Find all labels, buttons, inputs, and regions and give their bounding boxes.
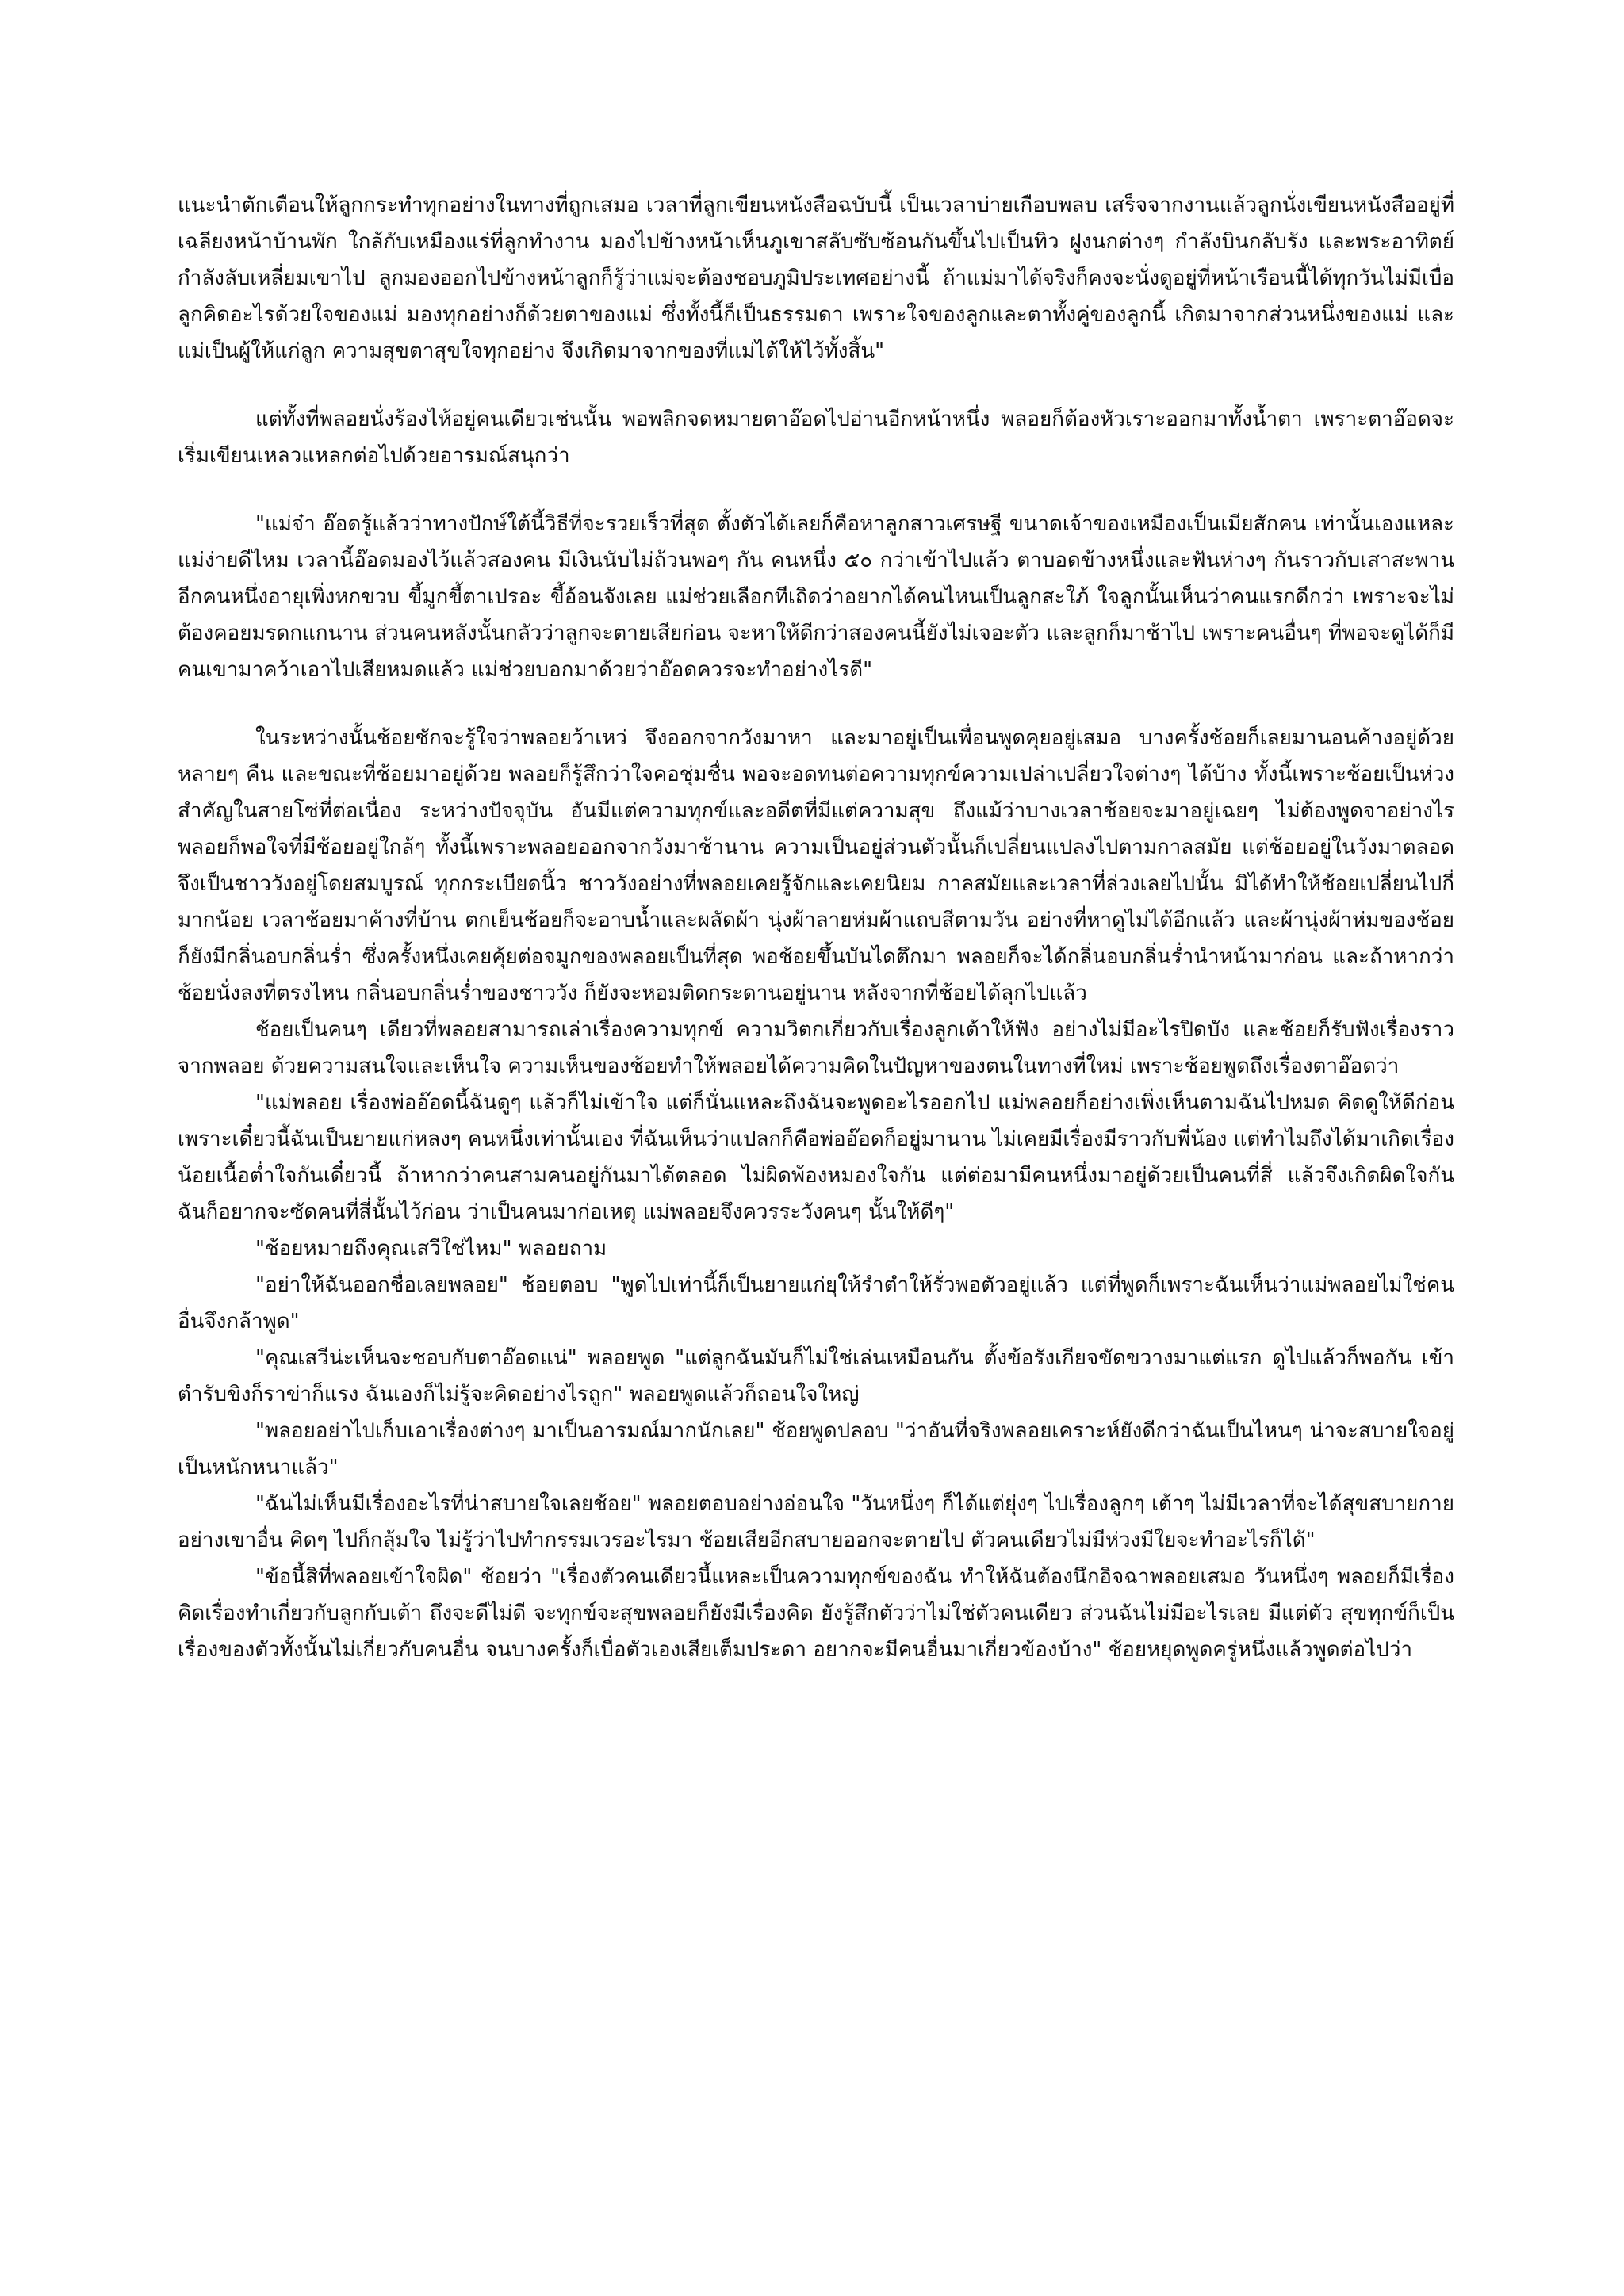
- paragraph: "ช้อยหมายถึงคุณเสวีใช่ไหม" พลอยถาม: [255, 1237, 607, 1261]
- paragraph: ในระหว่างนั้นช้อยชักจะรู้ใจว่าพลอยว้าเหว่ จึงออกจากวังมาหา และมาอยู่เป็นเพื่อนพูดคุยอยู่เสมอ บางครั้งช้อยก็เลยมานอนค้างอยู่ด้วยหลายๆ คืน และขณะที่ช้อยมาอยู่ด้วย พลอยก็รู้สึกว่าใจคอชุ่มชื่น พอจะอดทนต่อความทุกข์ความเปล่าเปลี่ยวใจต่างๆ ได้บ้าง ทั้งนี้เพราะช้อยเป็นห่วงสำคัญในสายโซ่ที่ต่อเนื่อง ระหว่างปัจจุบัน อันมีแต่ความทุกข์และอดีตที่มีแต่ความสุข ถึงแม้ว่าบางเวลาช้อยจะมาอยู่เฉยๆ ไม่ต้องพูดจาอย่างไร พลอยก็พอใจที่มีช้อยอยู่ใกล้ๆ ทั้งนี้เพราะพลอยออกจากวังมาช้านาน ความเป็นอยู่ส่วนตัวนั้นก็เปลี่ยนแปลงไปตามกาลสมัย แต่ช้อยอยู่ในวังมาตลอด จึงเป็นชาววังอยู่โดยสมบูรณ์ ทุกกระเบียดนิ้ว ชาววังอย่างที่พลอยเคยรู้จักและเคยนิยม กาลสมัยและเวลาที่ล่วงเลยไปนั้น มิได้ทำให้ช้อยเปลี่ยนไปกี่มากน้อย เวลาช้อยมาค้างที่บ้าน ตกเย็นช้อยก็จะอาบน้ำและผลัดผ้า นุ่งผ้าลายห่มผ้าแถบสีตามวัน อย่างที่หาดูไม่ได้อีกแล้ว และผ้านุ่งผ้าห่มของช้อยก็ยังมีกลิ่นอบกลิ่นร่ำ ซึ่งครั้งหนึ่งเคยคุ้ยต่อจมูกของพลอยเป็นที่สุด พอช้อยขึ้นบันไดตึกมา พลอยก็จะได้กลิ่นอบกลิ่นร่ำนำหน้ามาก่อน และถ้าหากว่าช้อยนั่งลงที่ตรงไหน กลิ่นอบกลิ่นร่ำของชาววัง ก็ยังจะหอมติดกระดานอยู่นาน หลังจากที่ช้อยได้ลุกไปแล้ว: [178, 726, 1454, 1005]
- paragraph: แต่ทั้งที่พลอยนั่งร้องไห้อยู่คนเดียวเช่นนั้น พอพลิกจดหมายตาอ๊อดไปอ่านอีกหน้าหนึ่ง พลอยก็ต้องหัวเราะออกมาทั้งน้ำตา เพราะตาอ๊อดจะเริ่มเขียนเหลวแหลกต่อไปด้วยอารมณ์สนุกว่า: [178, 408, 1454, 468]
- paragraph: "ข้อนี้สิที่พลอยเข้าใจผิด" ช้อยว่า "เรื่องตัวคนเดียวนี้แหละเป็นความทุกข์ของฉัน ทำให้ฉันต้องนึกอิจฉาพลอยเสมอ วันหนึ่งๆ พลอยก็มีเรื่องคิดเรื่องทำเกี่ยวกับลูกกับเต้า ถึงจะดีไม่ดี จะทุกข์จะสุขพลอยก็ยังมีเรื่องคิด ยังรู้สึกตัวว่าไม่ใช่ตัวคนเดียว ส่วนฉันไม่มีอะไรเลย มีแต่ตัว สุขทุกข์ก็เป็นเรื่องของตัวทั้งนั้นไม่เกี่ยวกับคนอื่น จนบางครั้งก็เบื่อตัวเองเสียเต็มประดา อยากจะมีคนอื่นมาเกี่ยวข้องบ้าง" ช้อยหยุดพูดครู่หนึ่งแล้วพูดต่อไปว่า: [178, 1565, 1454, 1662]
- paragraph: "คุณเสวีน่ะเห็นจะชอบกับตาอ๊อดแน่" พลอยพูด "แต่ลูกฉันมันก็ไม่ใช่เล่นเหมือนกัน ตั้งข้อรังเกียจขัดขวางมาแต่แรก ดูไปแล้วก็พอกัน เข้าตำรับขิงก็ราข่าก็แรง ฉันเองก็ไม่รู้จะคิดอย่างไรถูก" พลอยพูดแล้วก็ถอนใจใหญ่: [178, 1346, 1454, 1406]
- paragraph: "พลอยอย่าไปเก็บเอาเรื่องต่างๆ มาเป็นอารมณ์มากนักเลย" ช้อยพูดปลอบ "ว่าอันที่จริงพลอยเคราะห์ยังดีกว่าฉันเป็นไหนๆ น่าจะสบายใจอยู่เป็นหนักหนาแล้ว": [178, 1419, 1454, 1479]
- paragraph: "แม่พลอย เรื่องพ่ออ๊อดนี้ฉันดูๆ แล้วก็ไม่เข้าใจ แต่ก็นั่นแหละถึงฉันจะพูดอะไรออกไป แม่พลอยก็อย่างเพิ่งเห็นตามฉันไปหมด คิดดูให้ดีก่อน เพราะเดี๋ยวนี้ฉันเป็นยายแก่หลงๆ คนหนึ่งเท่านั้นเอง ที่ฉันเห็นว่าแปลกก็คือพ่ออ๊อดก็อยู่มานาน ไม่เคยมีเรื่องมีราวกับพี่น้อง แต่ทำไมถึงได้มาเกิดเรื่องน้อยเนื้อต่ำใจกันเดี๋ยวนี้ ถ้าหากว่าคนสามคนอยู่กันมาได้ตลอด ไม่ผิดพ้องหมองใจกัน แต่ต่อมามีคนหนึ่งมาอยู่ด้วยเป็นคนที่สี่ แล้วจึงเกิดผิดใจกัน ฉันก็อยากจะซัดคนที่สี่นั้นไว้ก่อน ว่าเป็นคนมาก่อเหตุ แม่พลอยจึงควรระวังคนๆ นั้นให้ดีๆ": [178, 1091, 1454, 1224]
- paragraph: "อย่าให้ฉันออกชื่อเลยพลอย" ช้อยตอบ "พูดไปเท่านี้ก็เป็นยายแก่ยุให้รำตำให้รั่วพอตัวอยู่แล้ว แต่ที่พูดก็เพราะฉันเห็นว่าแม่พลอยไม่ใช่คนอื่นจึงกล้าพูด": [178, 1273, 1454, 1334]
- paragraph: "ฉันไม่เห็นมีเรื่องอะไรที่น่าสบายใจเลยช้อย" พลอยตอบอย่างอ่อนใจ "วันหนึ่งๆ ก็ได้แต่ยุ่งๆ ไปเรื่องลูกๆ เต้าๆ ไม่มีเวลาที่จะได้สุขสบายกายอย่างเขาอื่น คิดๆ ไปก็กลุ้มใจ ไม่รู้ว่าไปทำกรรมเวรอะไรมา ช้อยเสียอีกสบายออกจะตายไป ตัวคนเดียวไม่มีห่วงมีใยจะทำอะไรก็ได้": [178, 1492, 1454, 1552]
- paragraph: "แม่จ๋า อ๊อดรู้แล้วว่าทางปักษ์ใต้นี้วิธีที่จะรวยเร็วที่สุด ตั้งตัวได้เลยก็คือหาลูกสาวเศรษฐี ขนาดเจ้าของเหมืองเป็นเมียสักคน เท่านั้นเองแหละแม่ง่ายดีไหม เวลานี้อ๊อดมองไว้แล้วสองคน มีเงินนับไม่ถ้วนพอๆ กัน คนหนึ่ง ๕๐ กว่าเข้าไปแล้ว ตาบอดข้างหนึ่งและฟันห่างๆ กันราวกับเสาสะพาน อีกคนหนึ่งอายุเพิ่งหกขวบ ขี้มูกขี้ตาเปรอะ ขี้อ้อนจังเลย แม่ช่วยเลือกทีเถิดว่าอยากได้คนไหนเป็นลูกสะใภ้ ใจลูกนั้นเห็นว่าคนแรกดีกว่า เพราะจะไม่ต้องคอยมรดกแกนาน ส่วนคนหลังนั้นกลัวว่าลูกจะตายเสียก่อน จะหาให้ดีกว่าสองคนนี้ยังไม่เจอะตัว และลูกก็มาช้าไป เพราะคนอื่นๆ ที่พอจะดูได้ก็มีคนเขามาคว้าเอาไปเสียหมดแล้ว แม่ช่วยบอกมาด้วยว่าอ๊อดควรจะทำอย่างไรดี": [178, 512, 1454, 682]
- body-text: [178, 187, 1454, 1668]
- paragraph-letter-end: แนะนำตักเตือนให้ลูกกระทำทุกอย่างในทางที่ถูกเสมอ เวลาที่ลูกเขียนหนังสือฉบับนี้ เป็นเวลาบ่ายเกือบพลบ เสร็จจากงานแล้วลูกนั่งเขียนหนังสืออยู่ที่เฉลียงหน้าบ้านพัก ใกล้กับเหมืองแร่ที่ลูกทำงาน มองไปข้างหน้าเห็นภูเขาสลับซับซ้อนกันขึ้นไปเป็นทิว ฝูงนกต่างๆ กำลังบินกลับรัง และพระอาทิตย์กำลังลับเหลี่ยมเขาไป ลูกมองออกไปข้างหน้าลูกก็รู้ว่าแม่จะต้องชอบภูมิประเทศอย่างนี้ ถ้าแม่มาได้จริงก็คงจะนั่งดูอยู่ที่หน้าเรือนนี้ได้ทุกวันไม่มีเบื่อ ลูกคิดอะไรด้วยใจของแม่ มองทุกอย่างก็ด้วยตาของแม่ ซึ่งทั้งนี้ก็เป็นธรรมดา เพราะใจของลูกและตาทั้งคู่ของลูกนี้ เกิดมาจากส่วนหนึ่งของแม่ และแม่เป็นผู้ให้แก่ลูก ความสุขตาสุขใจทุกอย่าง จึงเกิดมาจากของที่แม่ได้ให้ไว้ทั้งสิ้น": [178, 193, 1454, 363]
- paragraph: ช้อยเป็นคนๆ เดียวที่พลอยสามารถเล่าเรื่องความทุกข์ ความวิตกเกี่ยวกับเรื่องลูกเต้าให้ฟัง อย่างไม่มีอะไรปิดบัง และช้อยก็รับฟังเรื่องราวจากพลอย ด้วยความสนใจและเห็นใจ ความเห็นของช้อยทำให้พลอยได้ความคิดในปัญหาของตนในทางที่ใหม่ เพราะช้อยพูดถึงเรื่องตาอ๊อดว่า: [178, 1018, 1454, 1078]
